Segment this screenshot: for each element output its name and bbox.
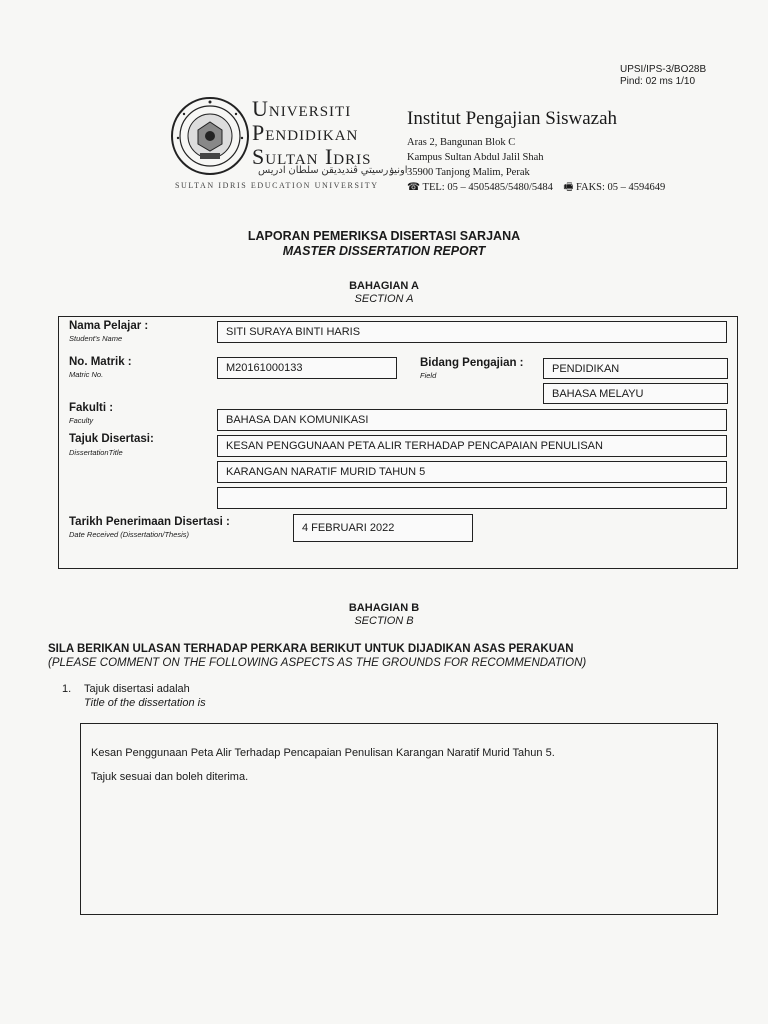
student-name-field[interactable]: SITI SURAYA BINTI HARIS xyxy=(217,321,727,343)
dissertation-title-label: Tajuk Disertasi: xyxy=(69,433,154,445)
fax-icon: 🖷 xyxy=(563,182,574,193)
dissertation-title-line-1[interactable]: KESAN PENGGUNAAN PETA ALIR TERHADAP PENCAPAIAN PENULISAN xyxy=(217,435,727,457)
phone-icon: ☎ xyxy=(407,182,421,193)
institute-address-line-3: 35900 Tanjong Malim, Perak xyxy=(407,167,530,178)
university-name xyxy=(252,97,371,169)
institute-title: Institut Pengajian Siswazah xyxy=(407,108,618,129)
section-b-title: BAHAGIAN B xyxy=(348,602,420,614)
matric-field[interactable]: M20161000133 xyxy=(217,357,397,379)
matric-sublabel: Matric No. xyxy=(69,370,104,379)
section-b-instruction-english: (PLEASE COMMENT ON THE FOLLOWING ASPECTS AS THE GROUNDS FOR RECOMMENDATION) xyxy=(48,657,587,669)
university-name-jawi: اونيۏرسيتي ڤنديديقن سلطان ادريس xyxy=(258,165,408,176)
question-1-comment-line-2: Tajuk sesuai dan boleh diterima. xyxy=(91,771,249,783)
date-received-sublabel: Date Received (Dissertation/Thesis) xyxy=(69,530,190,539)
question-1-label: Tajuk disertasi adalah xyxy=(84,683,190,695)
field-label: Bidang Pengajian : xyxy=(420,357,524,369)
fax-number: FAKS: 05 – 4594649 xyxy=(575,182,666,193)
dissertation-title-sublabel: DissertationTitle xyxy=(69,448,123,457)
institute-address-line-2: Kampus Sultan Abdul Jalil Shah xyxy=(407,152,544,163)
date-received-field[interactable]: 4 FEBRUARI 2022 xyxy=(293,514,473,542)
question-1-label-english: Title of the dissertation is xyxy=(84,697,206,709)
university-seal-icon xyxy=(170,96,250,176)
dissertation-title-line-2[interactable]: KARANGAN NARATIF MURID TAHUN 5 xyxy=(217,461,727,483)
revision-code: Pind: 02 ms 1/10 xyxy=(620,76,696,87)
university-name-line-3: Sultan Idris xyxy=(252,144,372,169)
institute-block xyxy=(407,107,665,195)
student-name-sublabel: Student's Name xyxy=(69,334,123,343)
question-1-comment-line-1: Kesan Penggunaan Peta Alir Terhadap Pencapaian Penulisan Karangan Naratif Murid Tahun 5. xyxy=(91,747,555,759)
university-name-english: SULTAN IDRIS EDUCATION UNIVERSITY xyxy=(175,181,379,190)
student-name-label: Nama Pelajar : xyxy=(69,320,149,332)
section-b-title-english: SECTION B xyxy=(354,615,414,627)
field-line-1[interactable]: PENDIDIKAN xyxy=(543,358,728,379)
contact-line xyxy=(407,180,665,195)
dissertation-title-line-3[interactable] xyxy=(217,487,727,509)
faculty-field[interactable]: BAHASA DAN KOMUNIKASI xyxy=(217,409,727,431)
section-a-title: BAHAGIAN A xyxy=(349,280,419,292)
document-code xyxy=(620,64,706,88)
university-name-line-1: Universiti xyxy=(252,96,352,121)
telephone-numbers: TEL: 05 – 4505485/5480/5484 xyxy=(422,182,553,193)
institute-address-line-1: Aras 2, Bangunan Blok C xyxy=(407,137,516,148)
matric-label: No. Matrik : xyxy=(69,356,132,368)
field-line-2[interactable]: BAHASA MELAYU xyxy=(543,383,728,404)
report-title: LAPORAN PEMERIKSA DISERTASI SARJANA xyxy=(247,229,521,243)
section-a-title-english: SECTION A xyxy=(354,293,414,305)
faculty-label: Fakulti : xyxy=(69,402,114,414)
question-1-number: 1. xyxy=(62,683,72,695)
section-b-instruction: SILA BERIKAN ULASAN TERHADAP PERKARA BERIKUT UNTUK DIJADIKAN ASAS PERAKUAN xyxy=(48,643,574,655)
faculty-sublabel: Faculty xyxy=(69,416,94,425)
university-name-line-2: Pendidikan xyxy=(252,120,359,145)
date-received-label: Tarikh Penerimaan Disertasi : xyxy=(69,516,230,528)
report-title-english: MASTER DISSERTATION REPORT xyxy=(282,244,486,258)
form-code: UPSI/IPS-3/BO28B xyxy=(620,64,707,75)
field-sublabel: Field xyxy=(420,371,437,380)
